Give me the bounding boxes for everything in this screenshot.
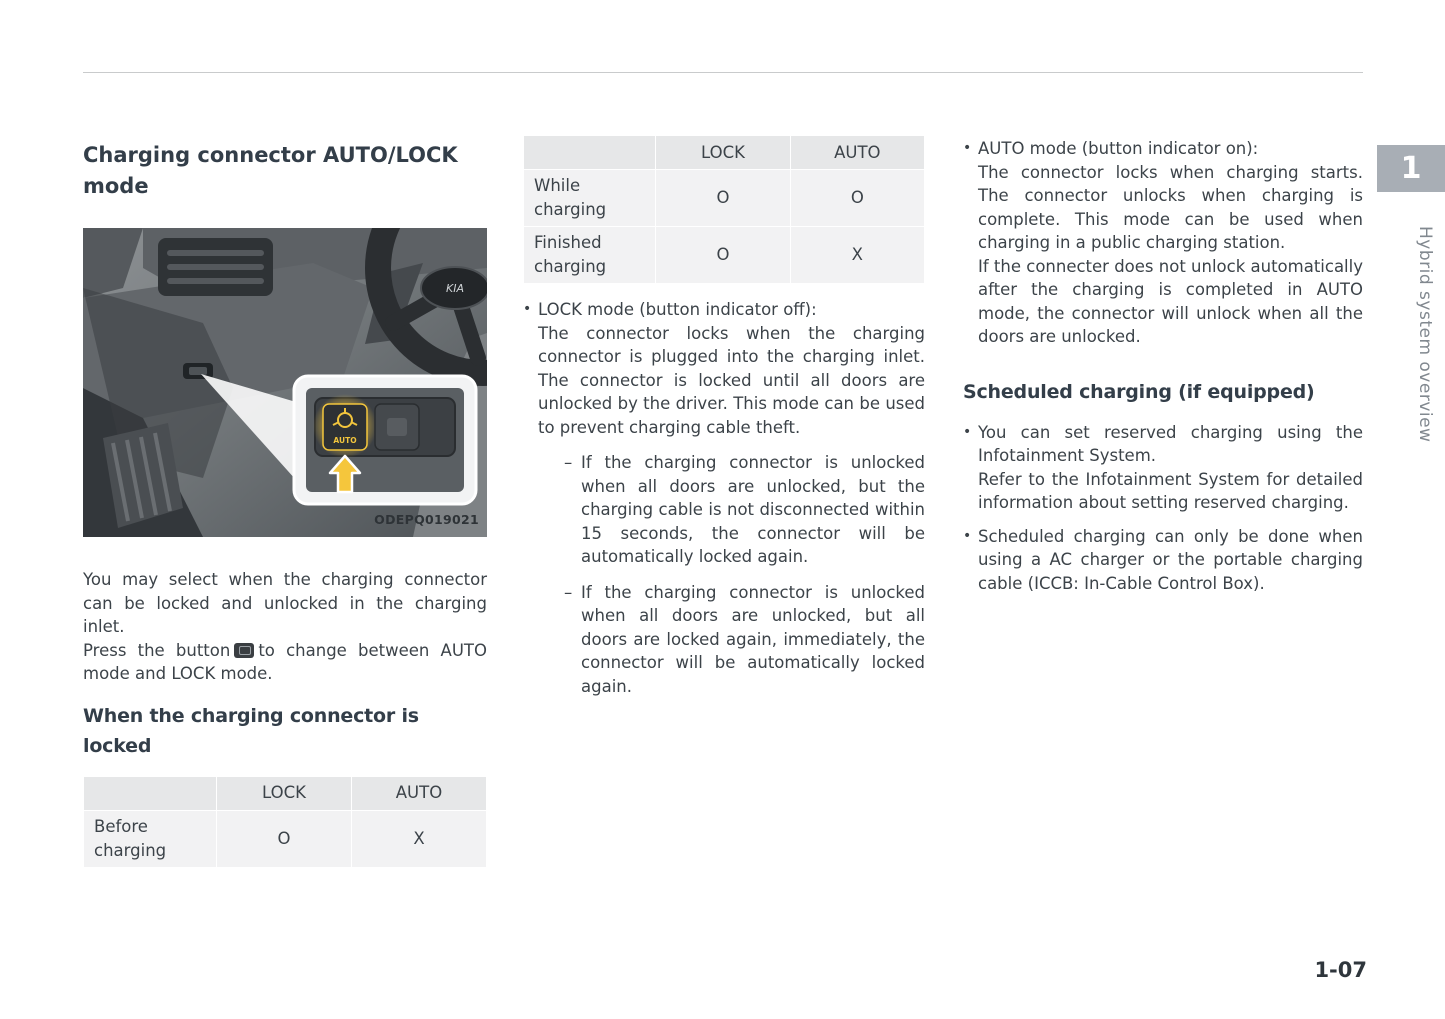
auto-value: X [351,810,486,867]
row-label: Finished charging [524,227,656,284]
image-code: ODEPQ019021 [374,512,479,527]
scheduled-item-text [978,421,1363,515]
scheduled-item [963,525,1363,596]
table-row [524,227,925,284]
auto-mode-item [963,137,1363,349]
empty-header-cell [84,776,217,810]
table-row [84,810,487,867]
charging-state-table [523,135,925,284]
before-charging-table [83,776,487,868]
auto-button-label: AUTO [333,436,357,445]
press-text-after: to change between AUTO mode and LOCK mode. [83,640,487,683]
auto-column-header: AUTO [351,776,486,810]
lock-mode-list [523,298,925,698]
lock-column-header: LOCK [656,136,790,170]
sub-item [564,451,925,569]
bullet-marker: • [963,140,972,156]
intro-block [83,568,487,686]
auto-column-header: AUTO [790,136,924,170]
column-left [83,140,487,868]
auto-mode-body2: If the connecter does not unlock automatically after the charging is completed in AUTO mode, the connector will unlock when all the doors are unlocked. [978,256,1363,346]
button-inset [294,376,476,504]
sub-item-text: If the charging connector is unlocked when all doors are unlocked, but all doors are locked again, immediately, the connector will be automatically locked again. [581,582,925,696]
scheduled-charging-heading: Scheduled charging (if equipped) [963,380,1315,403]
dash-marker: – [564,453,573,472]
scheduled-item [963,421,1363,515]
dashboard-photo [83,228,487,537]
scheduled-item-text: Scheduled charging can only be done when using a AC charger or the portable charging cable (ICCB: In-Cable Control Box). [978,526,1363,593]
column-middle [523,135,925,698]
sub-item [564,581,925,699]
auto-mode-text [978,137,1363,349]
lock-value: O [656,227,790,284]
auto-value: O [790,170,924,227]
scheduled-item-part2: Refer to the Infotainment System for detailed information about setting reserved charging. [978,469,1363,512]
top-divider [83,72,1363,73]
press-button-paragraph [83,639,487,686]
page-number: 1-07 [1314,958,1367,982]
press-text-before: Press the button [83,640,231,660]
scheduled-item-part1: You can set reserved charging using the Infotainment System. [978,422,1363,465]
dashboard-illustration [83,228,487,537]
lock-column-header: LOCK [216,776,351,810]
scheduled-charging-list [963,421,1363,596]
dash-marker: – [564,582,573,602]
column-right [963,137,1363,595]
auto-mode-body1: The connector locks when charging starts. The connector unlocks when charging is complete. This mode can be used when charging in a public charging station. [978,162,1363,252]
charge-mode-button-icon [234,643,254,658]
auto-mode-list [963,137,1363,349]
bullet-marker: • [963,527,972,544]
lock-value: O [216,810,351,867]
bullet-marker: • [523,301,532,317]
row-label: While charging [524,170,656,227]
empty-header-cell [524,136,656,170]
auto-mode-title: AUTO mode (button indicator on): [978,139,1259,158]
locked-subheading: When the charging connector is locked [83,704,419,757]
table-row [524,170,925,227]
lock-mode-sub-list [564,451,925,698]
lock-mode-body: The connector locks when the charging connector is plugged into the charging inlet. The connector is locked until all doors are unlocked by the driver. This mode can be used to prevent charging cable theft. [538,323,925,437]
sub-item-text: If the charging connector is unlocked when all doors are unlocked, but the charging cable is not disconnected within 15 seconds, the connector will be automatically locked again. [581,453,925,566]
table-header-row [84,776,487,810]
lock-mode-title: LOCK mode (button indicator off): [538,300,817,319]
lock-mode-item [523,298,925,698]
lock-value: O [656,170,790,227]
bullet-marker: • [963,423,972,440]
lock-mode-text [538,298,925,698]
chapter-tab: 1 [1377,145,1445,192]
kia-logo: KIA [446,282,464,295]
table-header-row [524,136,925,170]
row-label: Before charging [84,810,217,867]
auto-value: X [790,227,924,284]
intro-paragraph: You may select when the charging connector can be locked and unlocked in the charging inlet. [83,570,487,636]
section-heading: Charging connector AUTO/LOCK mode [83,143,458,198]
chapter-vertical-label: Hybrid system overview [1415,226,1435,443]
